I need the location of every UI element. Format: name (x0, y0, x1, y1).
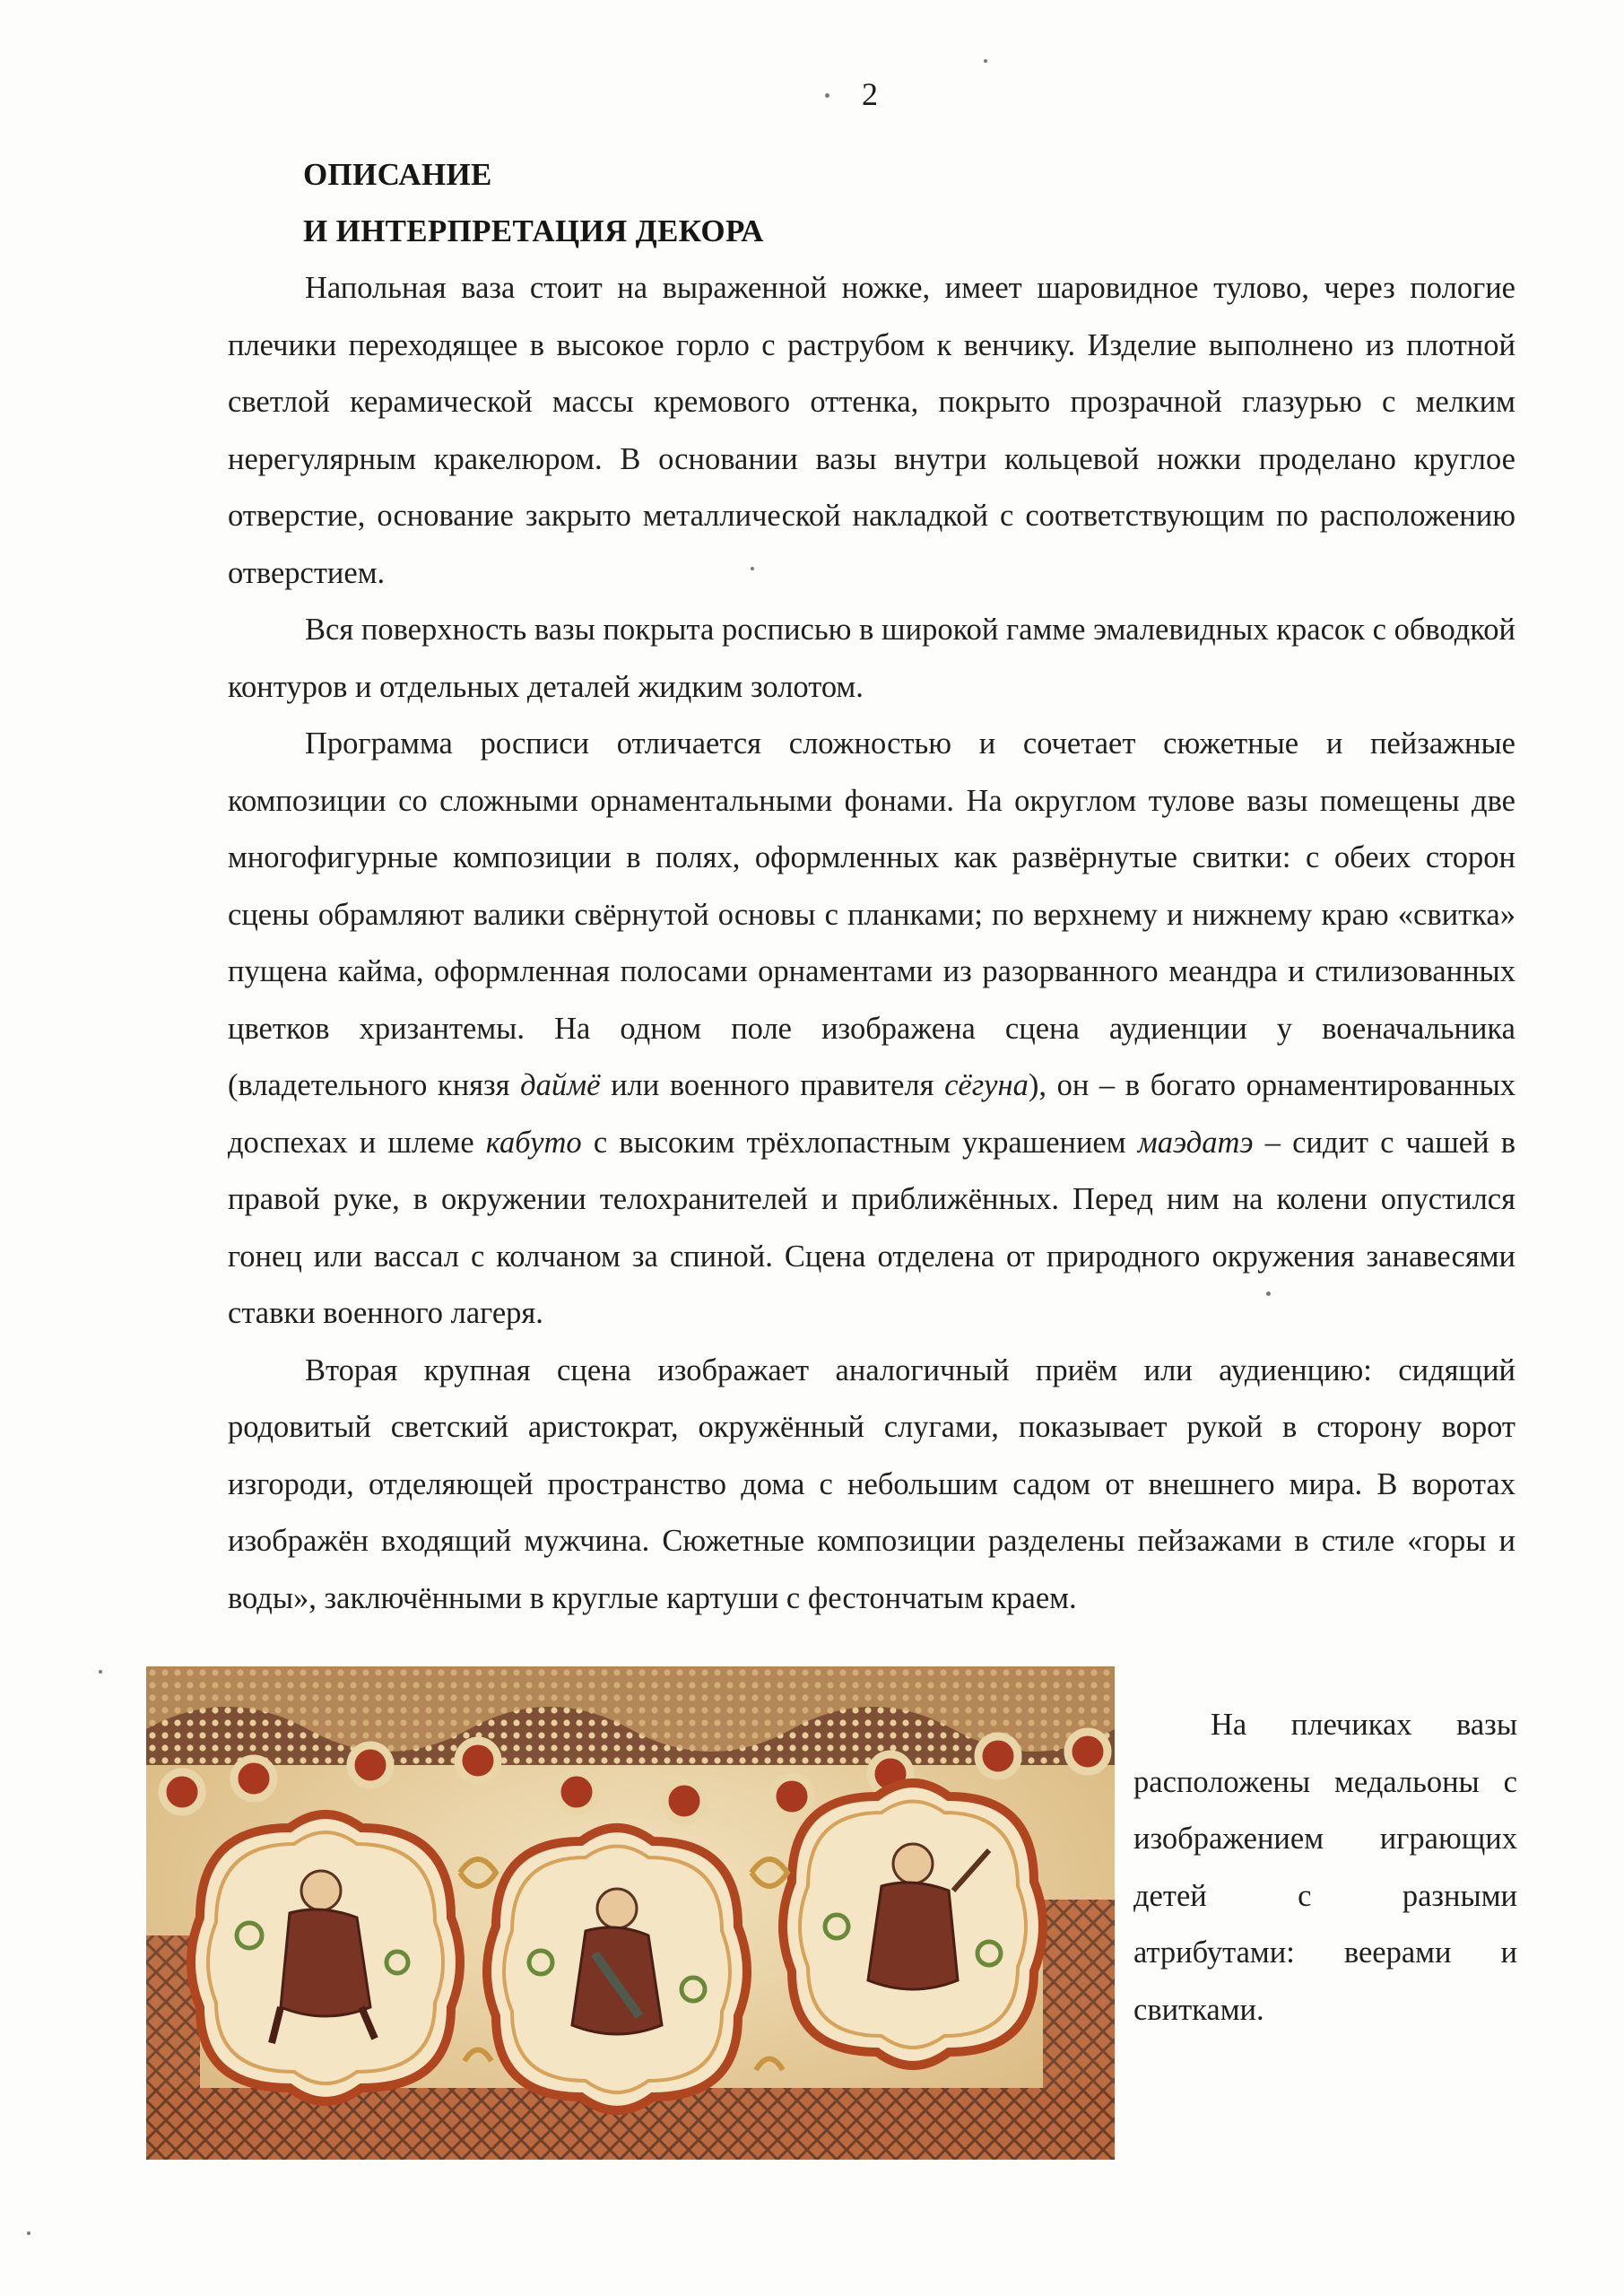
term-segun: сёгуна (944, 1068, 1029, 1102)
paragraph-painting-surface: Вся поверхность вазы покрыта росписью в широкой гамме эмалевидных красок с обводкой контуров и отдельных деталей жидким золотом. (228, 613, 1515, 704)
side-caption: На плечиках вазы расположены медальоны с изображением играющих детей с разными атрибутами: веерами и свитками. (1133, 1708, 1517, 2027)
scan-speck (825, 93, 829, 98)
scan-speck (27, 2231, 30, 2235)
term-maedate: маэдатэ (1137, 1125, 1254, 1160)
child-figure-head (597, 1889, 637, 1928)
term-kabuto: кабуто (485, 1125, 582, 1160)
paragraph-vase-form: Напольная ваза стоит на выраженной ножке, имеет шаровидное тулово, через пологие плечики переходящее в высокое горло с раструбом к венчику. Изделие выполнено из плотной светлой керамической массы кремового оттенка, покрыто прозрачной глазурью с мелким нерегулярным кракелюром. В основании вазы внутри кольцевой ножки проделано круглое отверстие, основание закрыто металлической накладкой с соответствующим по расположению отверстием. (228, 271, 1515, 590)
child-figure-robe (868, 1883, 958, 1989)
section-heading-line-1: ОПИСАНИЕ (303, 157, 492, 192)
medallion-left (191, 1814, 460, 2101)
paragraph-program-text-e: – сидит с чашей в правой руке, в окружении телохранителей и приближённых. Перед ним на колени опустился гонец или вассал с колчаном за спиной. Сцена отделена от природного окружения занавесями ставки военного лагеря. (228, 1125, 1516, 1330)
scan-speck (984, 59, 987, 63)
scan-speck (751, 567, 754, 570)
child-figure-head (301, 1871, 341, 1910)
medallion-center (487, 1828, 747, 2110)
child-figure-head (893, 1844, 933, 1883)
paragraph-program-text-a: Программа росписи отличается сложностью и сочетает сюжетные и пейзажные композиции со сложными орнаментальными фонами. На округлом тулове вазы помещены две многофигурные композиции в полях, оформленных как развёрнутые свитки: с обеих сторон сцены обрамляют валики свёрнутой основы с планками; по верхнему и нижнему краю «свитка» пущена кайма, оформленная полосами орнаментами из разорванного меандра и стилизованных цветков хризантемы. На одном поле изображена сцена аудиенции у военачальника (владетельного князя (228, 726, 1515, 1102)
scan-speck (1266, 1292, 1271, 1296)
scan-speck (99, 1670, 102, 1674)
page-number: 2 (862, 76, 878, 112)
vase-shoulder-photo (146, 1666, 1115, 2160)
medallion-right (783, 1783, 1043, 2066)
paragraph-program-text-d: с высоким трёхлопастным украшением (581, 1125, 1138, 1160)
paragraph-second-scene: Вторая крупная сцена изображает аналогичный приём или аудиенцию: сидящий родовитый светский аристократ, окружённый слугами, показывает рукой в сторону ворот изгороди, отделяющей пространство дома с небольшим садом от внешнего мира. В воротах изображён входящий мужчина. Сюжетные композиции разделены пейзажами в стиле «горы и воды», заключёнными в круглые картуши с фестончатым краем. (228, 1352, 1515, 1615)
paragraph-painting-program (228, 716, 1515, 1343)
main-text (228, 260, 1515, 1627)
paragraph-program-text-b: или военного правителя (600, 1068, 945, 1102)
vase-ornament-illustration (146, 1666, 1115, 2160)
section-heading-line-2: И ИНТЕРПРЕТАЦИЯ ДЕКОРА (303, 213, 764, 248)
term-daime: даймё (520, 1068, 601, 1102)
right-lattice-panel (1043, 1900, 1115, 2088)
paragraph-program-text-c: ), он – в богато орнаментированных доспехах и шлеме (228, 1068, 1516, 1160)
child-figure-robe (281, 1909, 370, 2016)
